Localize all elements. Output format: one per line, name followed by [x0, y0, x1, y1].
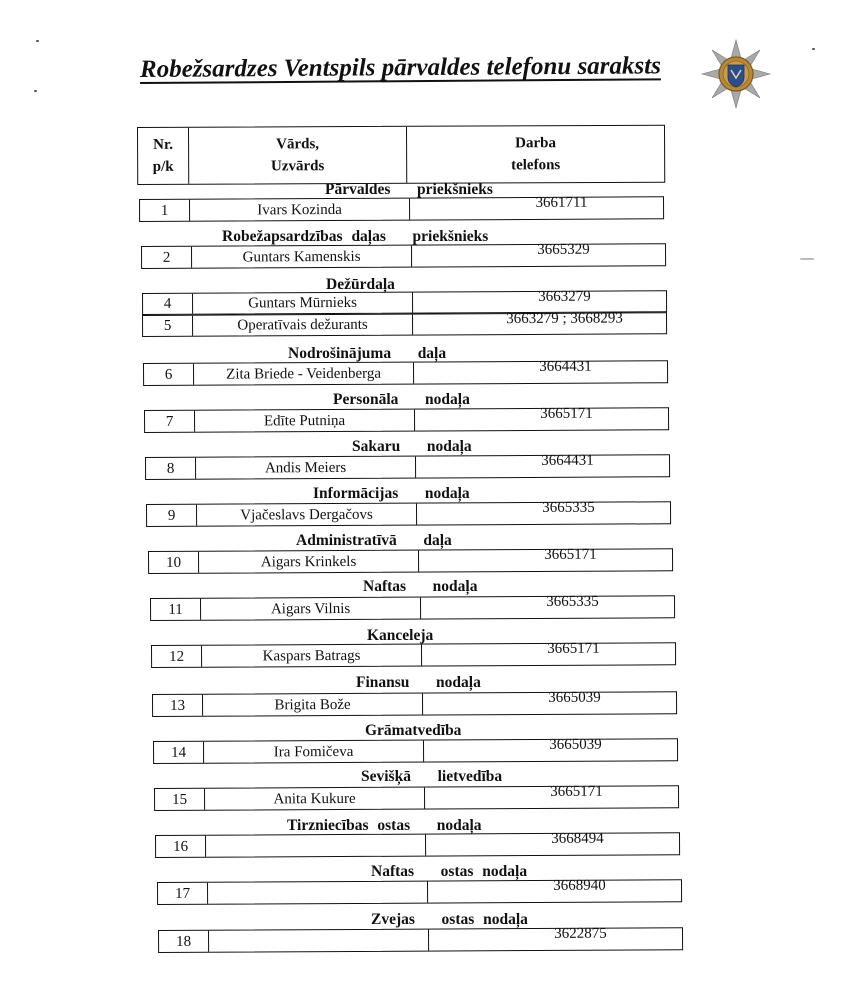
speck — [36, 40, 39, 42]
section-title: Nodrošinājuma daļa — [288, 345, 447, 362]
row-name: Edīte Putniņa — [195, 410, 415, 432]
table-row — [157, 879, 682, 905]
section-title: Administratīvā daļa — [296, 532, 452, 549]
table-row — [139, 196, 664, 222]
table-header — [137, 125, 665, 185]
row-number: 6 — [144, 364, 194, 385]
row-phone: 3665039 — [548, 689, 601, 706]
table-row — [150, 595, 675, 621]
table-row — [148, 548, 673, 574]
row-name: Aigars Vilnis — [201, 598, 421, 620]
table-row — [142, 312, 667, 337]
row-number: 8 — [146, 458, 196, 479]
section-title: Naftas ostas nodaļa — [371, 863, 528, 880]
row-name: Anita Kukure — [205, 788, 425, 810]
section-title: Personāla nodaļa — [333, 391, 470, 408]
row-number: 9 — [147, 505, 197, 526]
section-title: Tirzniecības ostas nodaļa — [287, 817, 482, 834]
header-phone: Darba telefons — [511, 135, 561, 174]
row-name: Andis Meiers — [196, 457, 416, 479]
row-phone: 3665171 — [540, 405, 593, 422]
row-number: 7 — [145, 411, 195, 432]
row-number: 2 — [142, 247, 192, 268]
row-name: Operatīvais dežurants — [193, 315, 413, 336]
row-phone: 3665329 — [537, 241, 590, 258]
row-phone: 3664431 — [539, 358, 592, 375]
section-title: Grāmatvedība — [365, 722, 462, 739]
table-row — [158, 927, 683, 953]
section-title: Kanceleja — [367, 627, 434, 644]
row-number: 11 — [151, 599, 201, 620]
section-title: Sakaru nodaļa — [352, 438, 472, 455]
row-name: Kaspars Batrags — [202, 645, 422, 667]
header-name: Vārds, Uzvārds — [189, 127, 407, 184]
row-name — [209, 930, 429, 952]
section-title: Pārvaldes priekšnieks — [325, 181, 493, 198]
row-number: 12 — [152, 646, 202, 667]
row-phone: 3663279 ; 3668293 — [506, 310, 623, 328]
table-row — [151, 642, 676, 668]
row-number: 17 — [158, 883, 208, 904]
row-name: Ivars Kozinda — [190, 199, 410, 221]
row-number: 18 — [159, 931, 209, 952]
row-number: 16 — [156, 836, 206, 857]
speck — [800, 258, 814, 260]
row-number: 1 — [140, 200, 190, 221]
row-phone: 3665335 — [542, 499, 595, 516]
section-title: Dežūrdaļa — [326, 276, 395, 293]
row-name: Brigita Bože — [203, 694, 423, 716]
header-number: Nr. p/k — [138, 128, 189, 184]
row-phone: 3668940 — [553, 877, 606, 894]
table-row — [152, 691, 677, 717]
row-number: 13 — [153, 695, 203, 716]
section-title: Informācijas nodaļa — [313, 485, 470, 502]
row-phone: 3665171 — [550, 783, 603, 800]
row-phone: 3664431 — [541, 452, 594, 469]
section-title: Sevišķā lietvedība — [361, 768, 503, 785]
row-phone: 3668494 — [551, 830, 604, 847]
section-title: Zvejas ostas nodaļa — [371, 911, 528, 928]
row-phone: 3663279 — [538, 288, 591, 305]
row-name: Aigars Krinkels — [199, 551, 419, 573]
row-name: Ira Fomičeva — [204, 741, 424, 763]
speck — [34, 90, 37, 92]
row-phone: 3622875 — [554, 925, 607, 942]
row-number: 4 — [143, 294, 193, 314]
section-title: Robežapsardzības daļas priekšnieks — [222, 228, 489, 245]
row-name: Vjačeslavs Dergačovs — [197, 504, 417, 526]
row-phone: 3665335 — [546, 593, 599, 610]
row-number: 10 — [149, 552, 199, 573]
row-name: Zita Briede - Veidenberga — [194, 363, 414, 385]
section-title: Finansu nodaļa — [356, 674, 481, 691]
table-row — [141, 243, 666, 269]
table-row — [153, 738, 678, 764]
row-phone: 3661711 — [535, 194, 588, 211]
row-number: 15 — [155, 789, 205, 810]
table-row — [145, 454, 670, 480]
row-number: 14 — [154, 742, 204, 763]
table-row — [146, 501, 671, 527]
state-border-guard-emblem-icon — [700, 38, 772, 110]
row-name — [208, 882, 428, 904]
row-name — [206, 835, 426, 857]
row-name: Guntars Mūrnieks — [193, 293, 413, 314]
table-row — [144, 407, 669, 433]
table-row — [154, 785, 679, 811]
section-title: Naftas nodaļa — [363, 578, 478, 595]
table-row — [143, 360, 668, 386]
row-number: 5 — [143, 316, 193, 336]
row-phone: 3665171 — [544, 546, 597, 563]
row-phone: 3665171 — [547, 640, 600, 657]
row-phone: 3665039 — [549, 736, 602, 753]
table-row — [155, 832, 680, 858]
speck — [812, 48, 815, 50]
page-title: Robežsardzes Ventspils pārvaldes telefonu saraksts — [139, 52, 661, 83]
row-name: Guntars Kamenskis — [192, 246, 412, 268]
